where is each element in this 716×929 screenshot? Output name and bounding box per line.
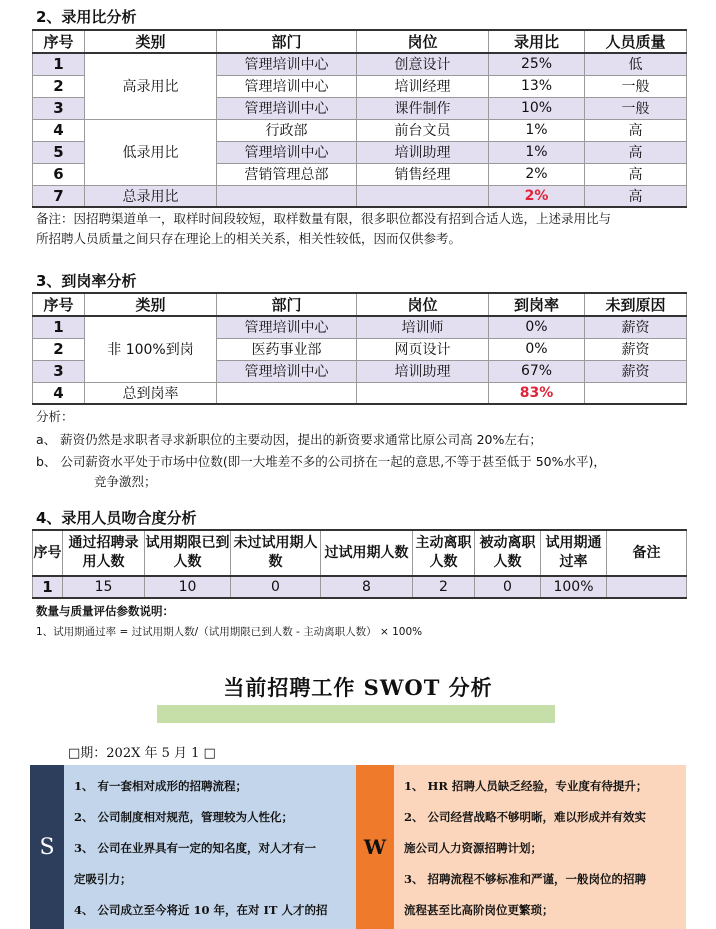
- header-cell: 序号: [33, 530, 63, 576]
- ratio-cell: 10%: [489, 97, 585, 119]
- post-cell: 培训助理: [357, 360, 489, 382]
- total-row: [33, 185, 687, 207]
- hire-ratio-table: [32, 29, 687, 208]
- data-cell: 0: [231, 576, 321, 598]
- row-number: 2: [33, 75, 85, 97]
- header-cell: 类别: [85, 293, 217, 316]
- table-row: [33, 316, 687, 338]
- post-cell: 创意设计: [357, 53, 489, 75]
- quality-cell: 一般: [585, 75, 687, 97]
- swot-title: 当前招聘工作 SWOT 分析: [223, 675, 493, 700]
- category-cell: 高录用比: [85, 53, 217, 119]
- data-cell: [607, 576, 687, 598]
- strength-item: 定吸引力；: [74, 872, 132, 886]
- header-cell: 试用期通过率: [541, 530, 607, 576]
- weakness-item: 2、 公司经营战略不够明晰，难以形成并有效实: [404, 810, 647, 824]
- dept-cell: 管理培训中心: [217, 53, 357, 75]
- post-cell: 销售经理: [357, 163, 489, 185]
- dept-cell: 行政部: [217, 119, 357, 141]
- analysis-a: a、 薪资仍然是求职者寻求新职位的主要动因，提出的新资要求通常比原公司高 20%左右；: [36, 432, 542, 447]
- post-cell: 培训师: [357, 316, 489, 338]
- weakness-item: 1、 HR 招聘人员缺乏经验，专业度有待提升；: [404, 779, 648, 793]
- empty-cell: [217, 185, 357, 207]
- quality-cell: 高: [585, 163, 687, 185]
- weakness-letter: W: [356, 765, 394, 929]
- post-cell: 培训助理: [357, 141, 489, 163]
- data-cell: 2: [413, 576, 475, 598]
- data-cell: 8: [321, 576, 413, 598]
- quality-cell: 高: [585, 119, 687, 141]
- empty-cell: [585, 382, 687, 404]
- header-cell: 主动离职人数: [413, 530, 475, 576]
- post-cell: 培训经理: [357, 75, 489, 97]
- dept-cell: 管理培训中心: [217, 97, 357, 119]
- row-number: 1: [33, 576, 63, 598]
- header-cell: 岗位: [357, 293, 489, 316]
- header-cell: 序号: [33, 30, 85, 53]
- dept-cell: 管理培训中心: [217, 316, 357, 338]
- arrival-rate-table: [32, 292, 687, 405]
- ratio-cell: 13%: [489, 75, 585, 97]
- empty-cell: [217, 382, 357, 404]
- strength-item: 1、 有一套相对成形的招聘流程；: [74, 779, 248, 793]
- section2-note-line1: 备注：因招聘渠道单一，取样时间段较短，取样数量有限，很多职位都没有招到合适人选，上述录用比与: [36, 211, 612, 226]
- table-header-row: [33, 30, 687, 53]
- param-formula: 1、试用期通过率 = 过试用期人数/（试用期限已到人数 - 主动离职人数） × 100%: [36, 626, 423, 638]
- row-number: 3: [33, 97, 85, 119]
- total-label: 总录用比: [85, 185, 217, 207]
- dept-cell: 管理培训中心: [217, 75, 357, 97]
- dept-cell: 营销管理总部: [217, 163, 357, 185]
- section2-title: 2、录用比分析: [36, 8, 137, 26]
- analysis-b-line2: 竞争激烈；: [94, 474, 157, 489]
- weakness-item: 3、 招聘流程不够标准和严谨，一般岗位的招聘: [404, 872, 647, 886]
- ratio-cell: 1%: [489, 119, 585, 141]
- post-cell: 课件制作: [357, 97, 489, 119]
- analysis-b-line1: b、 公司薪资水平处于市场中位数(即一大堆差不多的公司挤在一起的意思,不等于甚至低于 50%水平)，: [36, 454, 606, 469]
- header-cell: 到岗率: [489, 293, 585, 316]
- section4-title: 4、录用人员吻合度分析: [36, 509, 197, 527]
- header-cell: 试用期限已到人数: [145, 530, 231, 576]
- rate-cell: 67%: [489, 360, 585, 382]
- fit-analysis-table: [32, 529, 687, 599]
- strength-item: 4、 公司成立至今将近 10 年，在对 IT 人才的招: [74, 903, 328, 917]
- row-number: 1: [33, 316, 85, 338]
- quality-cell: 低: [585, 53, 687, 75]
- data-cell: 0: [475, 576, 541, 598]
- rate-cell: 0%: [489, 338, 585, 360]
- reason-cell: 薪资: [585, 338, 687, 360]
- category-cell: 非 100%到岗: [85, 316, 217, 382]
- dept-cell: 管理培训中心: [217, 360, 357, 382]
- header-cell: 未过试用期人数: [231, 530, 321, 576]
- row-number: 3: [33, 360, 85, 382]
- header-cell: 部门: [217, 30, 357, 53]
- param-title: 数量与质量评估参数说明：: [36, 604, 174, 618]
- header-cell: 录用比: [489, 30, 585, 53]
- total-rate: 83%: [489, 382, 585, 404]
- row-number: 5: [33, 141, 85, 163]
- total-quality: 高: [585, 185, 687, 207]
- table-row: [33, 119, 687, 141]
- header-cell: 岗位: [357, 30, 489, 53]
- ratio-cell: 25%: [489, 53, 585, 75]
- row-number: 4: [33, 382, 85, 404]
- empty-cell: [357, 382, 489, 404]
- weakness-box: [394, 765, 686, 929]
- row-number: 2: [33, 338, 85, 360]
- total-label: 总到岗率: [85, 382, 217, 404]
- quality-cell: 高: [585, 141, 687, 163]
- strength-box: [64, 765, 356, 929]
- strength-letter: S: [30, 765, 64, 929]
- row-number: 1: [33, 53, 85, 75]
- post-cell: 网页设计: [357, 338, 489, 360]
- weakness-item: 施公司人力资源招聘计划；: [404, 841, 542, 855]
- section2-note-line2: 所招聘人员质量之间只存在理论上的相关关系，相关性较低，因而仅供参考。: [36, 231, 462, 246]
- header-cell: 人员质量: [585, 30, 687, 53]
- ratio-cell: 2%: [489, 163, 585, 185]
- header-cell: 过试用期人数: [321, 530, 413, 576]
- empty-cell: [357, 185, 489, 207]
- section3-title: 3、到岗率分析: [36, 272, 137, 290]
- table-row: [33, 576, 687, 598]
- post-cell: 前台文员: [357, 119, 489, 141]
- dept-cell: 管理培训中心: [217, 141, 357, 163]
- analysis-label: 分析：: [36, 409, 74, 424]
- row-number: 6: [33, 163, 85, 185]
- total-ratio: 2%: [489, 185, 585, 207]
- rate-cell: 0%: [489, 316, 585, 338]
- data-cell: 100%: [541, 576, 607, 598]
- swot-date: □期：202X 年 5 月 1 □: [68, 746, 216, 761]
- category-cell: 低录用比: [85, 119, 217, 185]
- weakness-item: 流程甚至比高阶岗位更繁琐；: [404, 903, 554, 917]
- ratio-cell: 1%: [489, 141, 585, 163]
- header-cell: 备注: [607, 530, 687, 576]
- header-cell: 通过招聘录用人数: [63, 530, 145, 576]
- total-row: [33, 382, 687, 404]
- data-cell: 10: [145, 576, 231, 598]
- reason-cell: 薪资: [585, 316, 687, 338]
- dept-cell: 医药事业部: [217, 338, 357, 360]
- reason-cell: 薪资: [585, 360, 687, 382]
- strength-item: 3、 公司在业界具有一定的知名度，对人才有一: [74, 841, 317, 855]
- row-number: 7: [33, 185, 85, 207]
- header-cell: 类别: [85, 30, 217, 53]
- header-cell: 部门: [217, 293, 357, 316]
- row-number: 4: [33, 119, 85, 141]
- header-cell: 被动离职人数: [475, 530, 541, 576]
- data-cell: 15: [63, 576, 145, 598]
- table-header-row: [33, 293, 687, 316]
- quality-cell: 一般: [585, 97, 687, 119]
- header-cell: 未到原因: [585, 293, 687, 316]
- table-row: [33, 53, 687, 75]
- strength-item: 2、 公司制度相对规范，管理较为人性化；: [74, 810, 294, 824]
- header-cell: 序号: [33, 293, 85, 316]
- table-header-row: [33, 530, 687, 576]
- title-underline-bar: [157, 705, 555, 723]
